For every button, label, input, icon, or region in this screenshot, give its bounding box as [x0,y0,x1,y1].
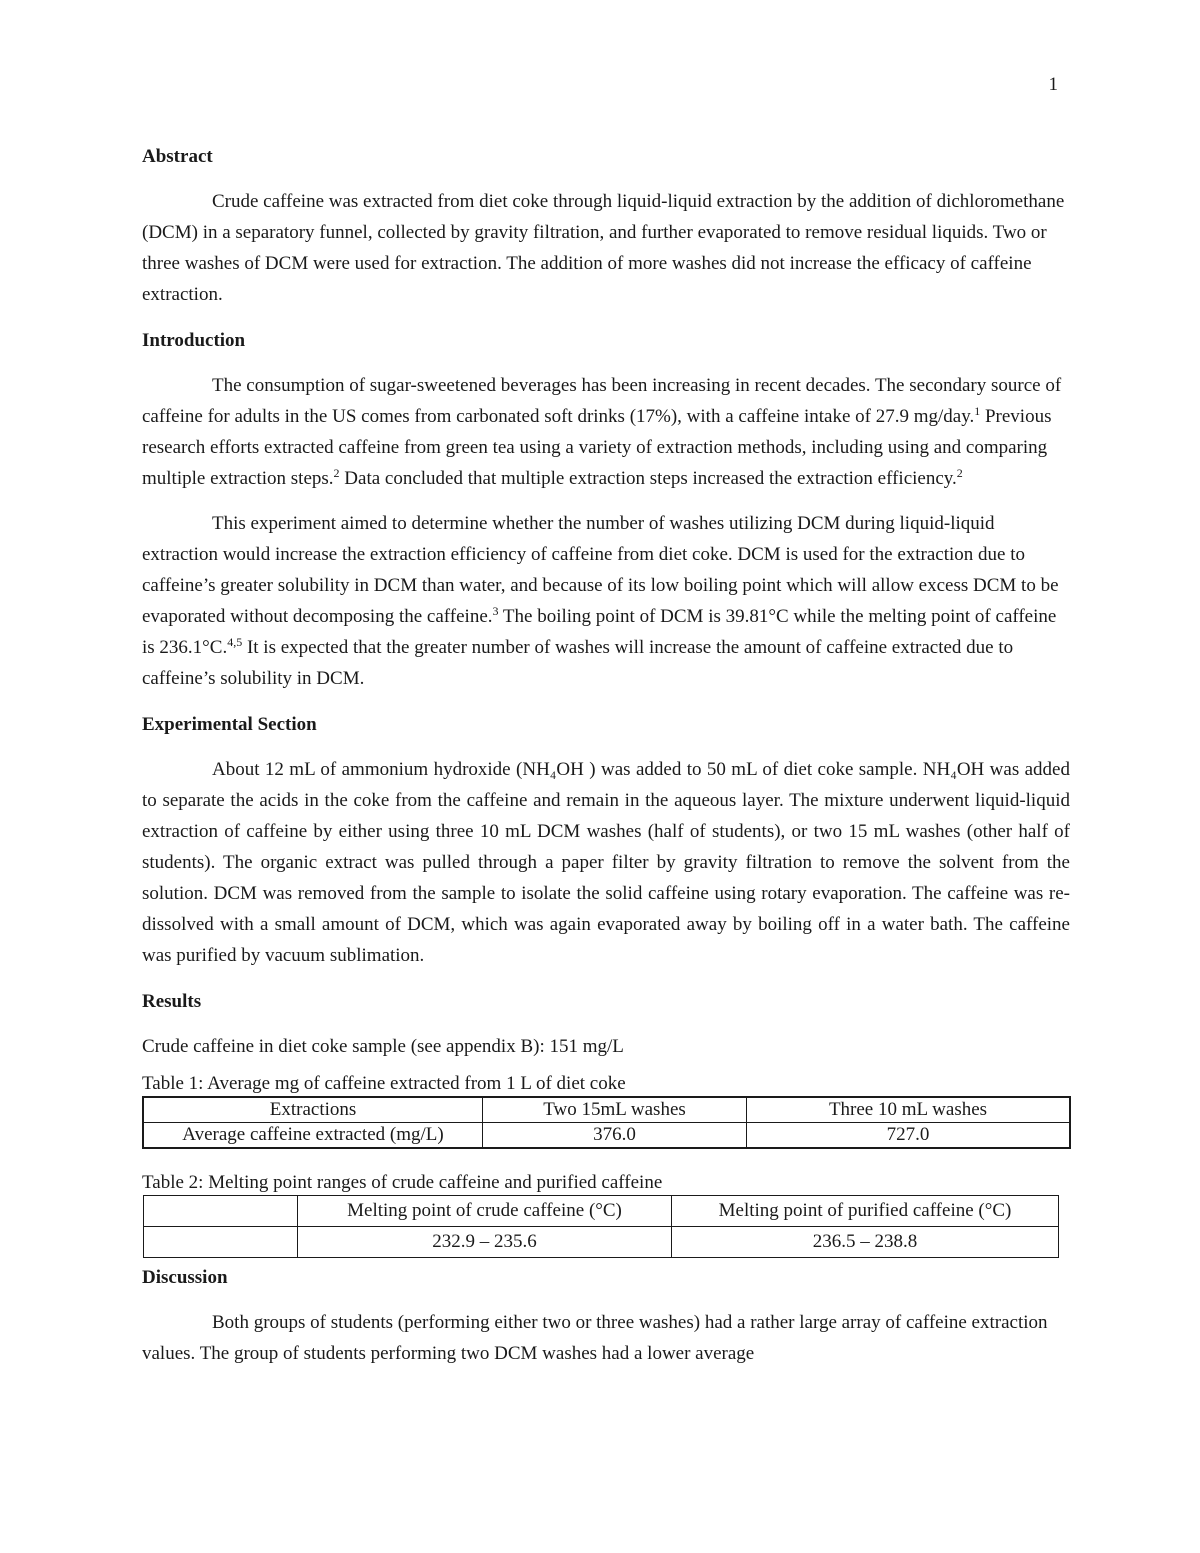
table1-header-cell: Two 15mL washes [483,1097,747,1123]
introduction-heading: Introduction [142,330,246,351]
intro-p2-text-c: It is expected that the greater number of washes will increase the amount of caffeine extracted due to caffeine’s solubility in DCM. [142,637,1014,689]
table2-header-cell: Melting point of crude caffeine (°C) [298,1196,672,1227]
experimental-text: About 12 mL of ammonium hydroxide (NH₄OH ) was added to 50 mL of diet coke sample. NH₄OH was added to separate the acids in the coke from the caffeine and remain in the aqueous layer. The mixture underwent liquid-liquid extraction of caffeine by either using three 10 mL DCM washes (half of students), or two 15 mL washes (other half of students). The organic extract was pulled through a paper filter by gravity filtration to remove the solvent from the solution. DCM was removed from the sample to isolate the solid caffeine using rotary evaporation. The caffeine was re-dissolved with a small amount of DCM, which was again evaporated away by boiling off in a water bath. The caffeine was purified by vacuum sublimation. [142,759,1070,966]
table-1 [142,1096,1071,1149]
table-2 [143,1195,1059,1258]
table1-cell: 376.0 [483,1123,747,1149]
discussion-heading: Discussion [142,1267,228,1288]
intro-p2-text-b: The boiling point of DCM is 39.81°C while the melting point of caffeine is 236.1°C. [142,606,1057,658]
citation-ref: 1 [974,404,981,418]
table-row [144,1227,1059,1258]
table2-caption: Table 2: Melting point ranges of crude caffeine and purified caffeine [142,1172,663,1193]
table2-header-cell: Melting point of purified caffeine (°C) [672,1196,1059,1227]
abstract-heading: Abstract [142,146,213,167]
results-crude-line: Crude caffeine in diet coke sample (see appendix B): 151 mg/L [142,1036,624,1057]
table2-header-cell [144,1196,298,1227]
results-heading: Results [142,991,202,1012]
page-number: 1 [1048,74,1058,95]
intro-p1-text-c: Data concluded that multiple extraction steps increased the extraction efficiency. [339,468,957,489]
discussion-text: Both groups of students (performing either two or three washes) had a rather large array of caffeine extraction values. The group of students performing two DCM washes had a lower average [142,1312,1048,1364]
table1-header-cell: Extractions [143,1097,483,1123]
intro-p1-text-b: Previous research efforts extracted caffeine from green tea using a variety of extraction methods, including using and comparing multiple extraction steps. [142,406,1052,489]
introduction-paragraph-2 [142,508,1070,694]
table1-cell: 727.0 [747,1123,1071,1149]
table2-cell: 236.5 – 238.8 [672,1227,1059,1258]
table2-cell [144,1227,298,1258]
table2-cell: 232.9 – 235.6 [298,1227,672,1258]
citation-ref: 4,5 [227,635,243,649]
table1-cell: Average caffeine extracted (mg/L) [143,1123,483,1149]
table-row [144,1196,1059,1227]
table-row [143,1097,1070,1123]
citation-ref: 2 [333,466,340,480]
citation-ref: 3 [492,604,499,618]
abstract-text: Crude caffeine was extracted from diet coke through liquid-liquid extraction by the addition of dichloromethane (DCM) in a separatory funnel, collected by gravity filtration, and further evaporated to remove residual liquids. Two or three washes of DCM were used for extraction. The addition of more washes did not increase the efficacy of caffeine extraction. [142,191,1065,305]
table-row [143,1123,1070,1149]
page-content [142,141,1070,1369]
introduction-paragraph-1 [142,370,1070,494]
table1-caption: Table 1: Average mg of caffeine extracted from 1 L of diet coke [142,1073,626,1094]
experimental-heading: Experimental Section [142,714,317,735]
intro-p1-text-a: The consumption of sugar-sweetened beverages has been increasing in recent decades. The secondary source of caffeine for adults in the US comes from carbonated soft drinks (17%), with a caffeine intake of 27.9 mg/day. [142,375,1062,427]
intro-p2-text-a: This experiment aimed to determine whether the number of washes utilizing DCM during liquid-liquid extraction would increase the extraction efficiency of caffeine from diet coke. DCM is used for the extraction due to caffeine’s greater solubility in DCM than water, and because of its low boiling point which will allow excess DCM to be evaporated without decomposing the caffeine. [142,513,1059,627]
table1-header-cell: Three 10 mL washes [747,1097,1071,1123]
citation-ref: 2 [956,466,963,480]
